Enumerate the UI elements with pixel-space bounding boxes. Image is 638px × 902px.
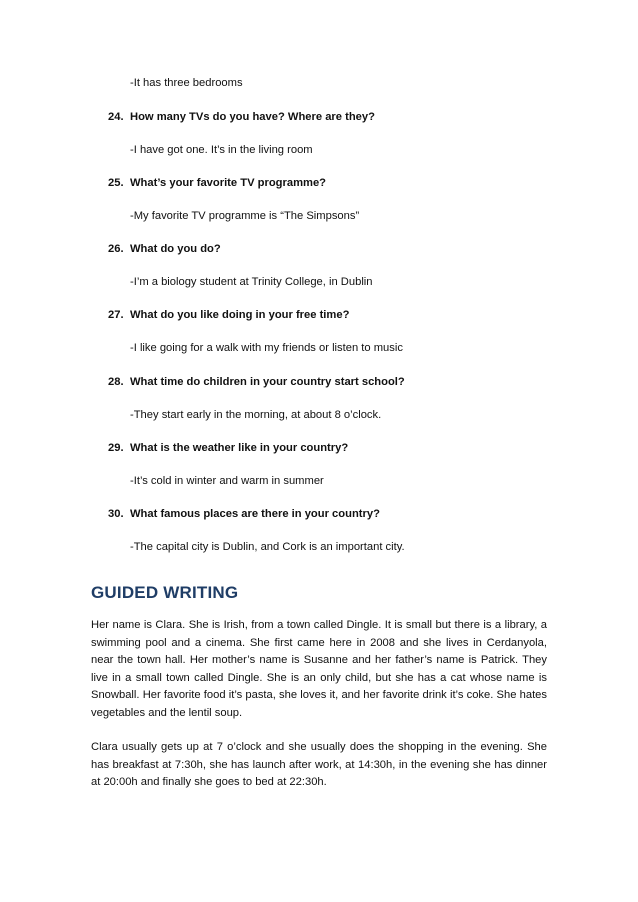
question-number: 24. (108, 111, 124, 123)
question-text: What time do children in your country start school? (130, 376, 405, 388)
question-text: How many TVs do you have? Where are they? (130, 111, 375, 123)
question-number: 26. (108, 243, 124, 255)
answer-28: -They start early in the morning, at about 8 o’clock. (130, 409, 382, 421)
question-number: 30. (108, 508, 124, 520)
question-text: What is the weather like in your country? (130, 442, 349, 454)
question-text: What do you do? (130, 243, 221, 255)
answer-23: -It has three bedrooms (130, 77, 243, 89)
paragraph-2: Clara usually gets up at 7 o’clock and she usually does the shopping in the evening. She has breakfast at 7:30h, she has launch after work, at 14:30h, in the evening she has dinner at 20:00h and finally she goes to bed at 22:30h. (91, 741, 547, 789)
question-text: What’s your favorite TV programme? (130, 177, 327, 189)
question-27 (108, 308, 349, 322)
answer-29: -It’s cold in winter and warm in summer (130, 475, 324, 487)
question-number: 29. (108, 442, 124, 454)
question-number: 25. (108, 177, 124, 189)
question-text: What do you like doing in your free time? (130, 309, 350, 321)
question-text: What famous places are there in your country? (130, 508, 380, 520)
question-25 (108, 176, 326, 190)
question-29 (108, 441, 348, 455)
answer-30: -The capital city is Dublin, and Cork is an important city. (130, 541, 405, 553)
question-28 (108, 375, 405, 389)
answer-24: -I have got one. It’s in the living room (130, 144, 313, 156)
paragraph-1: Her name is Clara. She is Irish, from a town called Dingle. It is small but there is a library, a swimming pool and a cinema. She first came here in 2008 and she lives in Cerdanyola, near the town hall. Her mother’s name is Susanne and her father’s name is Patrick. They live in a small town called Dingle. She is an only child, but she has a cat whose name is Snowball. Her favorite food it’s pasta, she loves it, and her favorite drink it’s coke. She hates vegetables and the lentil soup. (91, 619, 547, 719)
question-26 (108, 242, 221, 256)
question-number: 27. (108, 309, 124, 321)
question-number: 28. (108, 376, 124, 388)
section-title: GUIDED WRITING (91, 583, 239, 602)
answer-27: -I like going for a walk with my friends or listen to music (130, 342, 403, 354)
question-30 (108, 507, 380, 521)
answer-25: -My favorite TV programme is “The Simpsons” (130, 210, 360, 222)
answer-26: -I’m a biology student at Trinity College, in Dublin (130, 276, 373, 288)
question-24 (108, 110, 375, 124)
